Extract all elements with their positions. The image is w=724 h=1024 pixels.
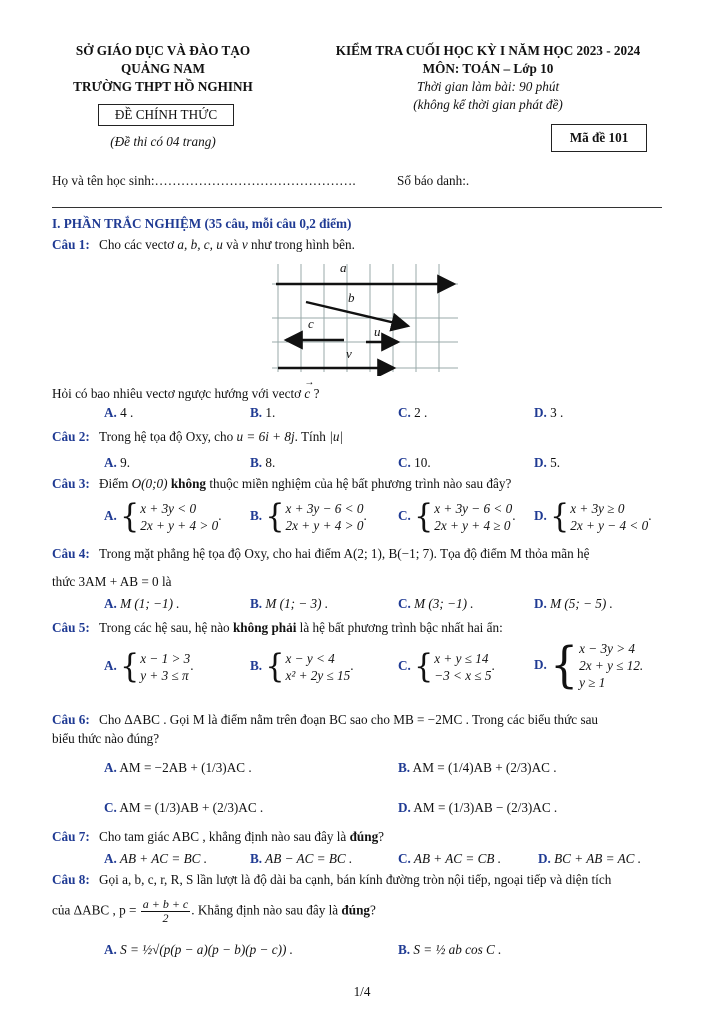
divider <box>52 207 662 208</box>
q8-option-a[interactable]: A. S = ½√(p(p − a)(p − b)(p − c)) . <box>104 942 293 957</box>
q7-option-a[interactable]: A. AB + AC = BC . <box>104 851 208 866</box>
q3-option-a[interactable]: A. { x + 3y < 0 2x + y + 4 > 0 . <box>104 497 222 536</box>
q3-option-b[interactable]: B. { x + 3y − 6 < 0 2x + y + 4 > 0 . <box>250 497 367 536</box>
label-a: a <box>340 260 347 275</box>
q2-option-a[interactable]: A. 9. <box>104 455 131 470</box>
exam-time: Thời gian làm bài: 90 phút <box>416 79 560 94</box>
q6-option-c[interactable]: C. AM = (1/3)AB + (2/3)AC . <box>104 800 264 815</box>
q4-option-b[interactable]: B. M (1; − 3) . <box>250 596 329 611</box>
exam-title: KIỂM TRA CUỐI HỌC KỲ I NĂM HỌC 2023 - 2024 <box>335 43 641 58</box>
q5-option-c[interactable]: C. { x + y ≤ 14 −3 < x ≤ 5 . <box>398 647 495 686</box>
q5-option-a[interactable]: A. { x − 1 > 3 y + 3 ≤ π . <box>104 647 194 686</box>
official-badge: ĐỀ CHÍNH THỨC <box>98 104 234 126</box>
label-c: c <box>308 316 314 331</box>
q1-option-a[interactable]: A. 4 . <box>104 405 134 420</box>
question-4: Câu 4: Trong mặt phẳng hệ tọa độ Oxy, cho hai điểm A(2; 1), B(−1; 7). Tọa độ điểm M thỏa mãn hệ <box>52 546 590 561</box>
question-8: Câu 8: Gọi a, b, c, r, R, S lần lượt là độ dài ba cạnh, bán kính đường tròn nội tiếp, ngoại tiếp và diện tích <box>52 872 612 887</box>
question-1-prompt: Hỏi có bao nhiêu vectơ ngược hướng với vectơ → c ? <box>52 386 319 402</box>
question-7: Câu 7: Cho tam giác ABC , khẳng định nào sau đây là đúng? <box>52 829 385 844</box>
q2-option-c[interactable]: C. 10. <box>398 455 431 470</box>
q6-option-d[interactable]: D. AM = (1/3)AB − (2/3)AC . <box>398 800 558 815</box>
section-title: I. PHẦN TRẮC NGHIỆM (35 câu, mỗi câu 0,2 điểm) <box>52 216 352 231</box>
question-2: Câu 2: Trong hệ tọa độ Oxy, cho u = 6i + 8j. Tính |u| <box>52 429 344 444</box>
student-id-line: Số báo danh:. <box>397 173 470 188</box>
question-6-cont: biểu thức nào đúng? <box>52 731 160 746</box>
q4-option-a[interactable]: A. M (1; −1) . <box>104 596 180 611</box>
q1-option-c[interactable]: C. 2 . <box>398 405 428 420</box>
q6-option-b[interactable]: B. AM = (1/4)AB + (2/3)AC . <box>398 760 557 775</box>
page-number: 1/4 <box>353 984 371 999</box>
q7-option-c[interactable]: C. AB + AC = CB . <box>398 851 502 866</box>
header-left <box>52 42 274 96</box>
label-b: b <box>348 290 355 305</box>
dept-name: SỞ GIÁO DỤC VÀ ĐÀO TẠO <box>75 43 251 58</box>
province-name: QUẢNG NAM <box>121 61 205 76</box>
q5-option-b[interactable]: B. { x − y < 4 x² + 2y ≤ 15 . <box>250 647 354 686</box>
vector-figure <box>258 256 464 376</box>
school-name: TRƯỜNG THPT HỒ NGHINH <box>73 79 253 94</box>
q5-option-d[interactable]: D. { x − 3y > 4 2x + y ≤ 12. y ≥ 1 <box>534 637 644 694</box>
page-count: (Đề thi có 04 trang) <box>110 134 216 149</box>
question-3: Câu 3: Điểm O(0;0) không thuộc miền nghiệm của hệ bất phương trình nào sau đây? <box>52 476 512 491</box>
header-right <box>308 42 668 114</box>
figure-grid <box>272 264 458 372</box>
q3-option-d[interactable]: D. { x + 3y ≥ 0 2x + y − 4 < 0 . <box>534 497 652 536</box>
vector-c-symbol: → c <box>304 386 310 402</box>
q2-option-b[interactable]: B. 8. <box>250 455 276 470</box>
q2-option-d[interactable]: D. 5. <box>534 455 561 470</box>
q1-option-b[interactable]: B. 1. <box>250 405 276 420</box>
q3-option-c[interactable]: C. { x + 3y − 6 < 0 2x + y + 4 ≥ 0 . <box>398 497 516 536</box>
question-6: Câu 6: Cho ΔABC . Gọi M là điểm nằm trên đoạn BC sao cho MB = −2MC . Trong các biểu thức sau <box>52 712 599 727</box>
question-8-cont: của ΔABC , p = $\frac{a + b + c}{2}$ . Khẳng định nào sau đây là đúng? <box>52 897 376 926</box>
q7-option-d[interactable]: D. BC + AB = AC . <box>538 851 642 866</box>
label-v: v <box>346 346 352 361</box>
q8-option-b[interactable]: B. S = ½ ab cos C . <box>398 942 502 957</box>
q4-option-c[interactable]: C. M (3; −1) . <box>398 596 474 611</box>
exam-time-note: (không kể thời gian phát đề) <box>413 97 563 112</box>
label-u: u <box>374 324 381 339</box>
q6-option-a[interactable]: A. AM = −2AB + (1/3)AC . <box>104 760 252 775</box>
exam-code-box: Mã đề 101 <box>551 124 647 152</box>
question-1: Câu 1: Cho các vectơ a, b, c, u và v như trong hình bên. <box>52 237 355 252</box>
question-5: Câu 5: Trong các hệ sau, hệ nào không phải là hệ bất phương trình bậc nhất hai ẩn: <box>52 620 503 635</box>
exam-subject: MÔN: TOÁN – Lớp 10 <box>422 61 554 76</box>
question-label: Câu 1: <box>52 237 90 252</box>
question-4-cont: thức 3AM + AB = 0 là <box>52 574 172 589</box>
q4-option-d[interactable]: D. M (5; − 5) . <box>534 596 613 611</box>
q7-option-b[interactable]: B. AB − AC = BC . <box>250 851 353 866</box>
q1-option-d[interactable]: D. 3 . <box>534 405 564 420</box>
student-name-line: Họ và tên học sinh:………………………………………. <box>52 173 356 188</box>
